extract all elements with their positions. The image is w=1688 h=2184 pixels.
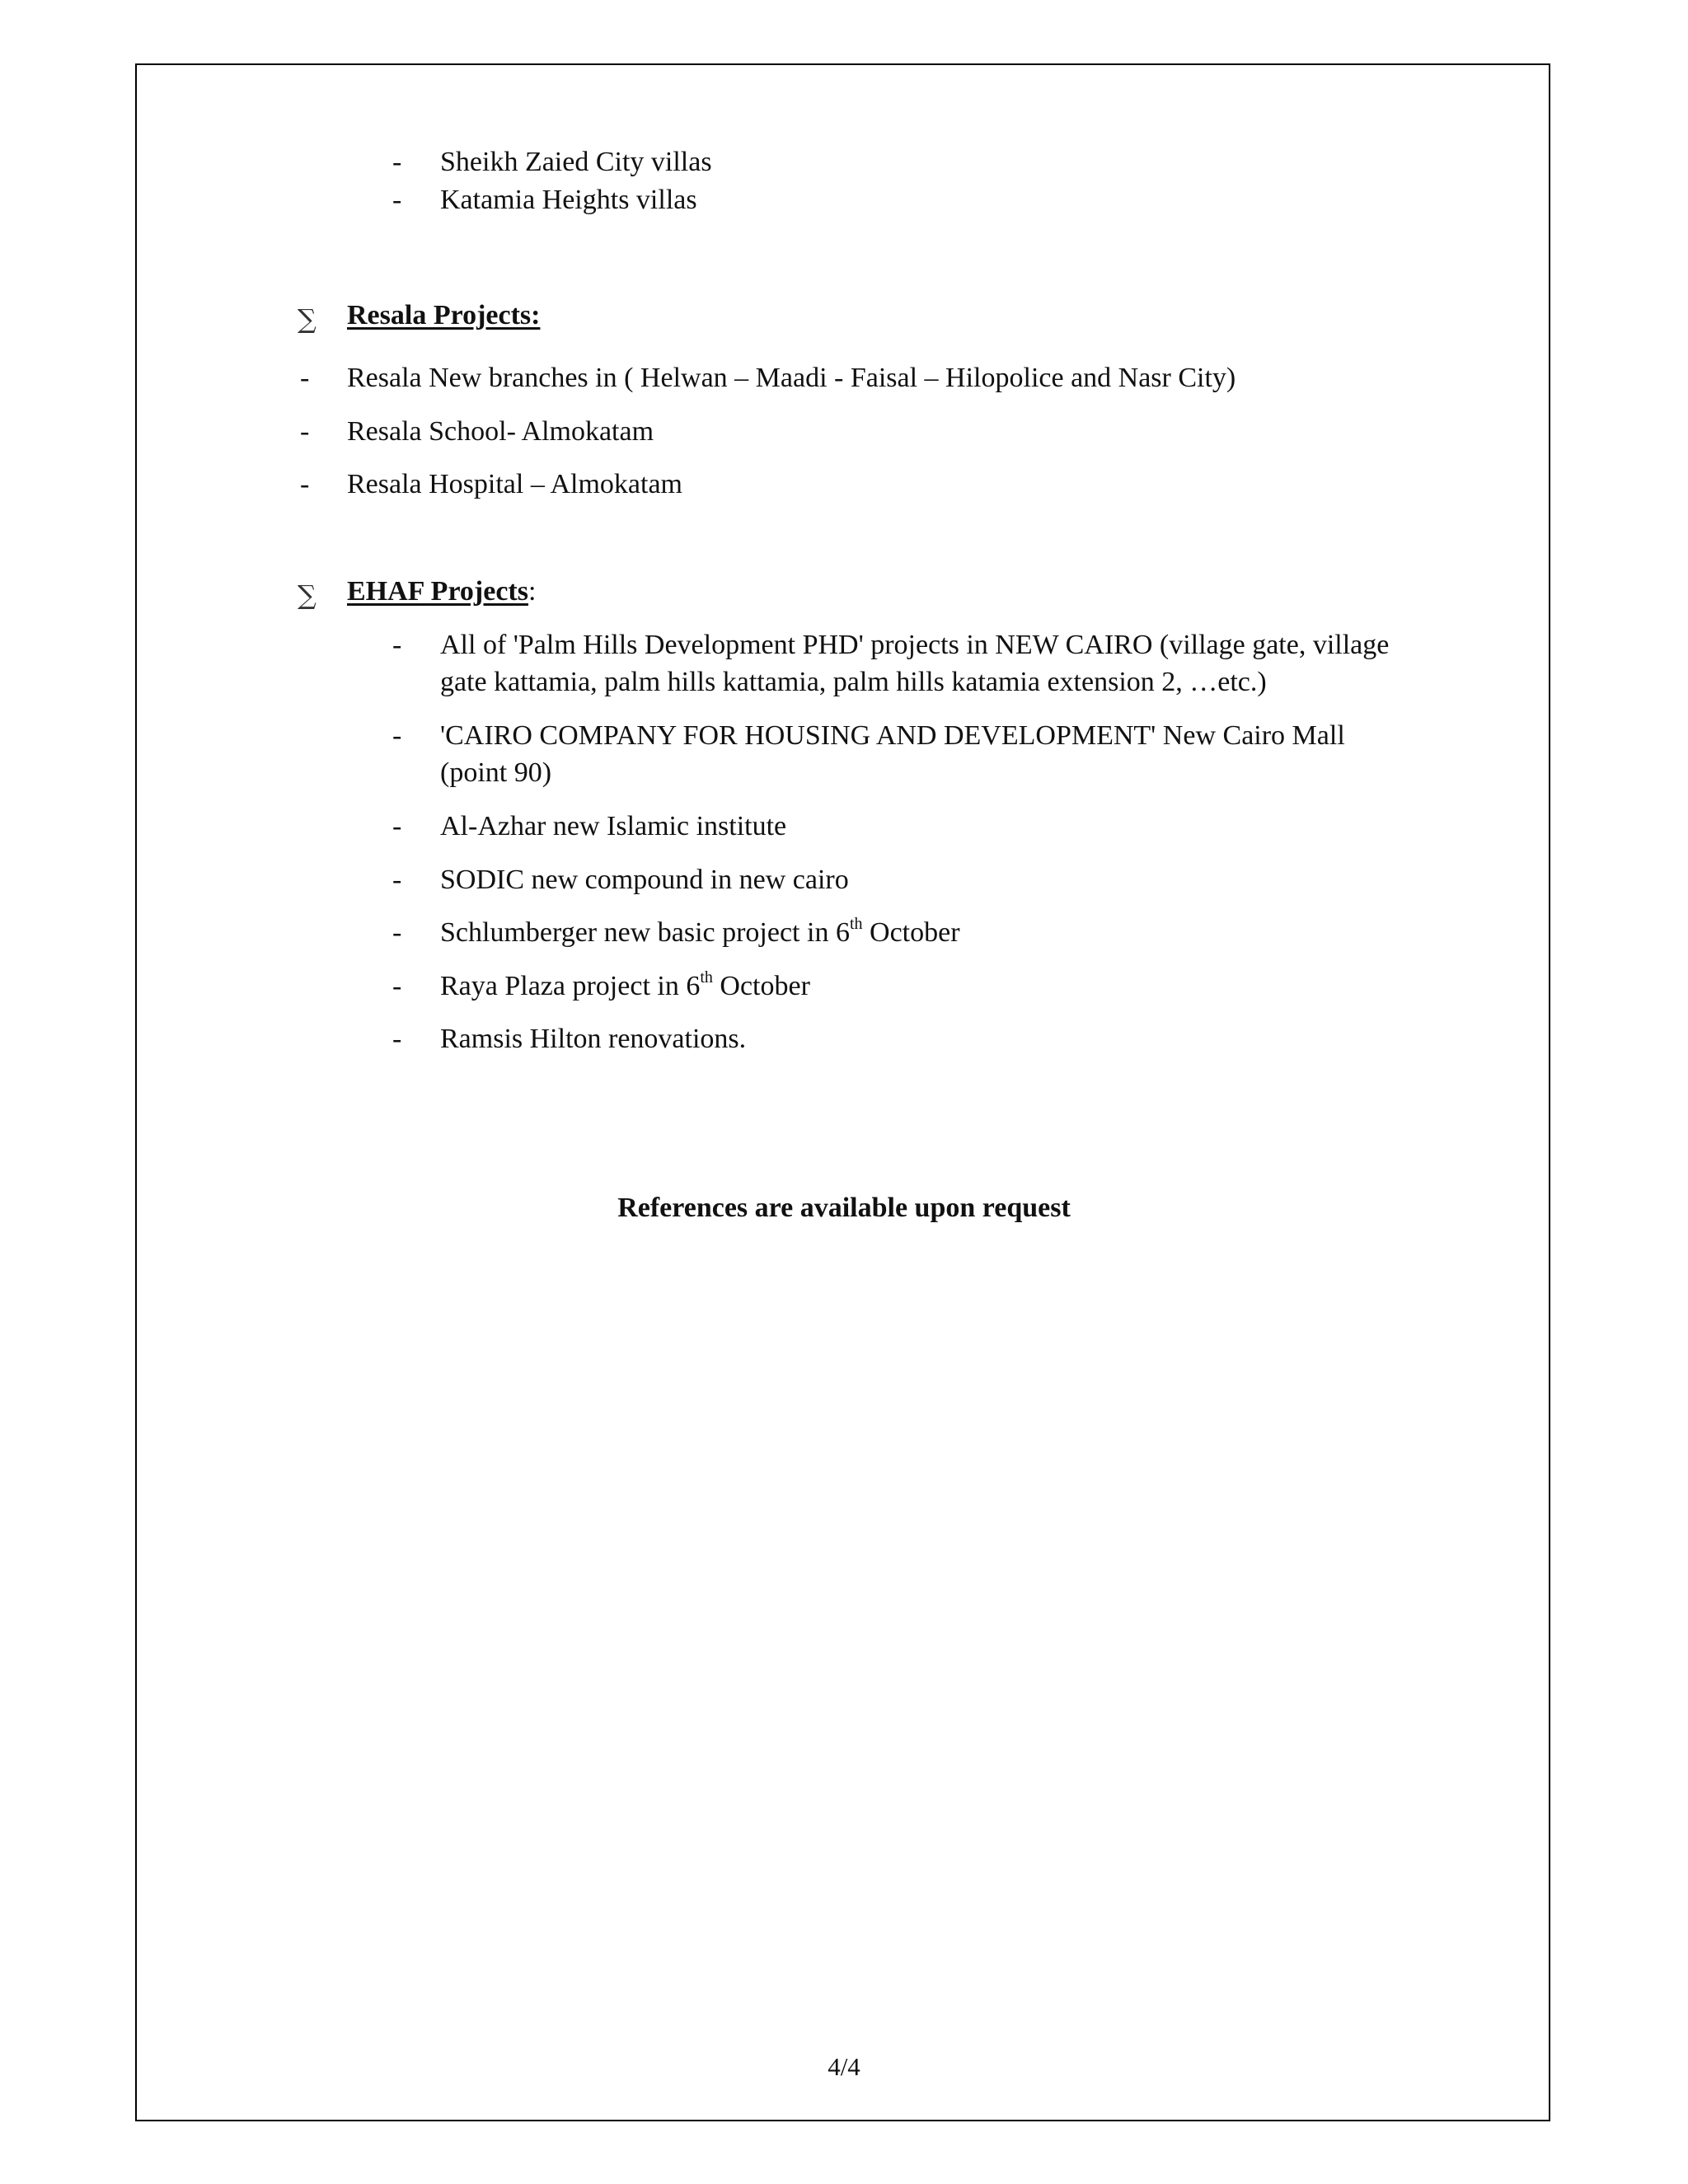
list-item-text: Schlumberger new basic project in 6 — [440, 917, 850, 948]
list-item: Resala Hospital – Almokatam — [347, 469, 682, 499]
sigma-bullet-icon: ∑ — [298, 303, 316, 335]
list-dash: - — [392, 720, 402, 751]
section-heading-text: EHAF Projects — [347, 576, 528, 607]
list-item-line: All of 'Palm Hills Development PHD' projects in NEW CAIRO (village gate, village — [440, 630, 1390, 660]
section-heading-ehaf — [347, 574, 536, 610]
superscript: th — [700, 968, 713, 987]
list-item-text: October — [862, 917, 960, 948]
list-dash: - — [392, 1024, 402, 1054]
list-item: SODIC new compound in new cairo — [440, 865, 849, 895]
list-dash: - — [392, 185, 402, 215]
list-item: Katamia Heights villas — [440, 185, 697, 215]
list-item: Resala School- Almokatam — [347, 416, 654, 447]
list-item: Al-Azhar new Islamic institute — [440, 811, 787, 841]
list-item: Ramsis Hilton renovations. — [440, 1024, 747, 1054]
references-note: References are available upon request — [617, 1193, 1071, 1223]
list-dash: - — [392, 917, 402, 948]
list-item-line: 'CAIRO COMPANY FOR HOUSING AND DEVELOPMENT' New Cairo Mall — [440, 720, 1345, 751]
page-number: 4/4 — [828, 2052, 860, 2081]
list-dash: - — [392, 630, 402, 660]
list-dash: - — [392, 865, 402, 895]
list-item — [440, 915, 960, 951]
list-dash: - — [392, 811, 402, 841]
list-item-text: October — [712, 971, 810, 1001]
list-dash: - — [392, 147, 402, 177]
list-dash: - — [300, 363, 310, 393]
section-heading-resala — [347, 298, 540, 334]
section-heading-text: Resala Projects: — [347, 300, 541, 330]
list-dash: - — [300, 469, 310, 499]
superscript: th — [849, 914, 863, 933]
list-dash: - — [392, 971, 402, 1001]
list-item: Sheikh Zaied City villas — [440, 147, 712, 177]
list-item: Resala New branches in ( Helwan – Maadi - Faisal – Hilopolice and Nasr City) — [347, 363, 1236, 393]
list-item-line: (point 90) — [440, 757, 552, 788]
list-dash: - — [300, 416, 310, 447]
sigma-bullet-icon: ∑ — [298, 579, 316, 611]
list-item — [440, 968, 810, 1005]
heading-colon: : — [528, 576, 537, 607]
list-item-line: gate kattamia, palm hills kattamia, palm hills katamia extension 2, …etc.) — [440, 667, 1267, 697]
list-item-text: Raya Plaza project in 6 — [440, 971, 701, 1001]
